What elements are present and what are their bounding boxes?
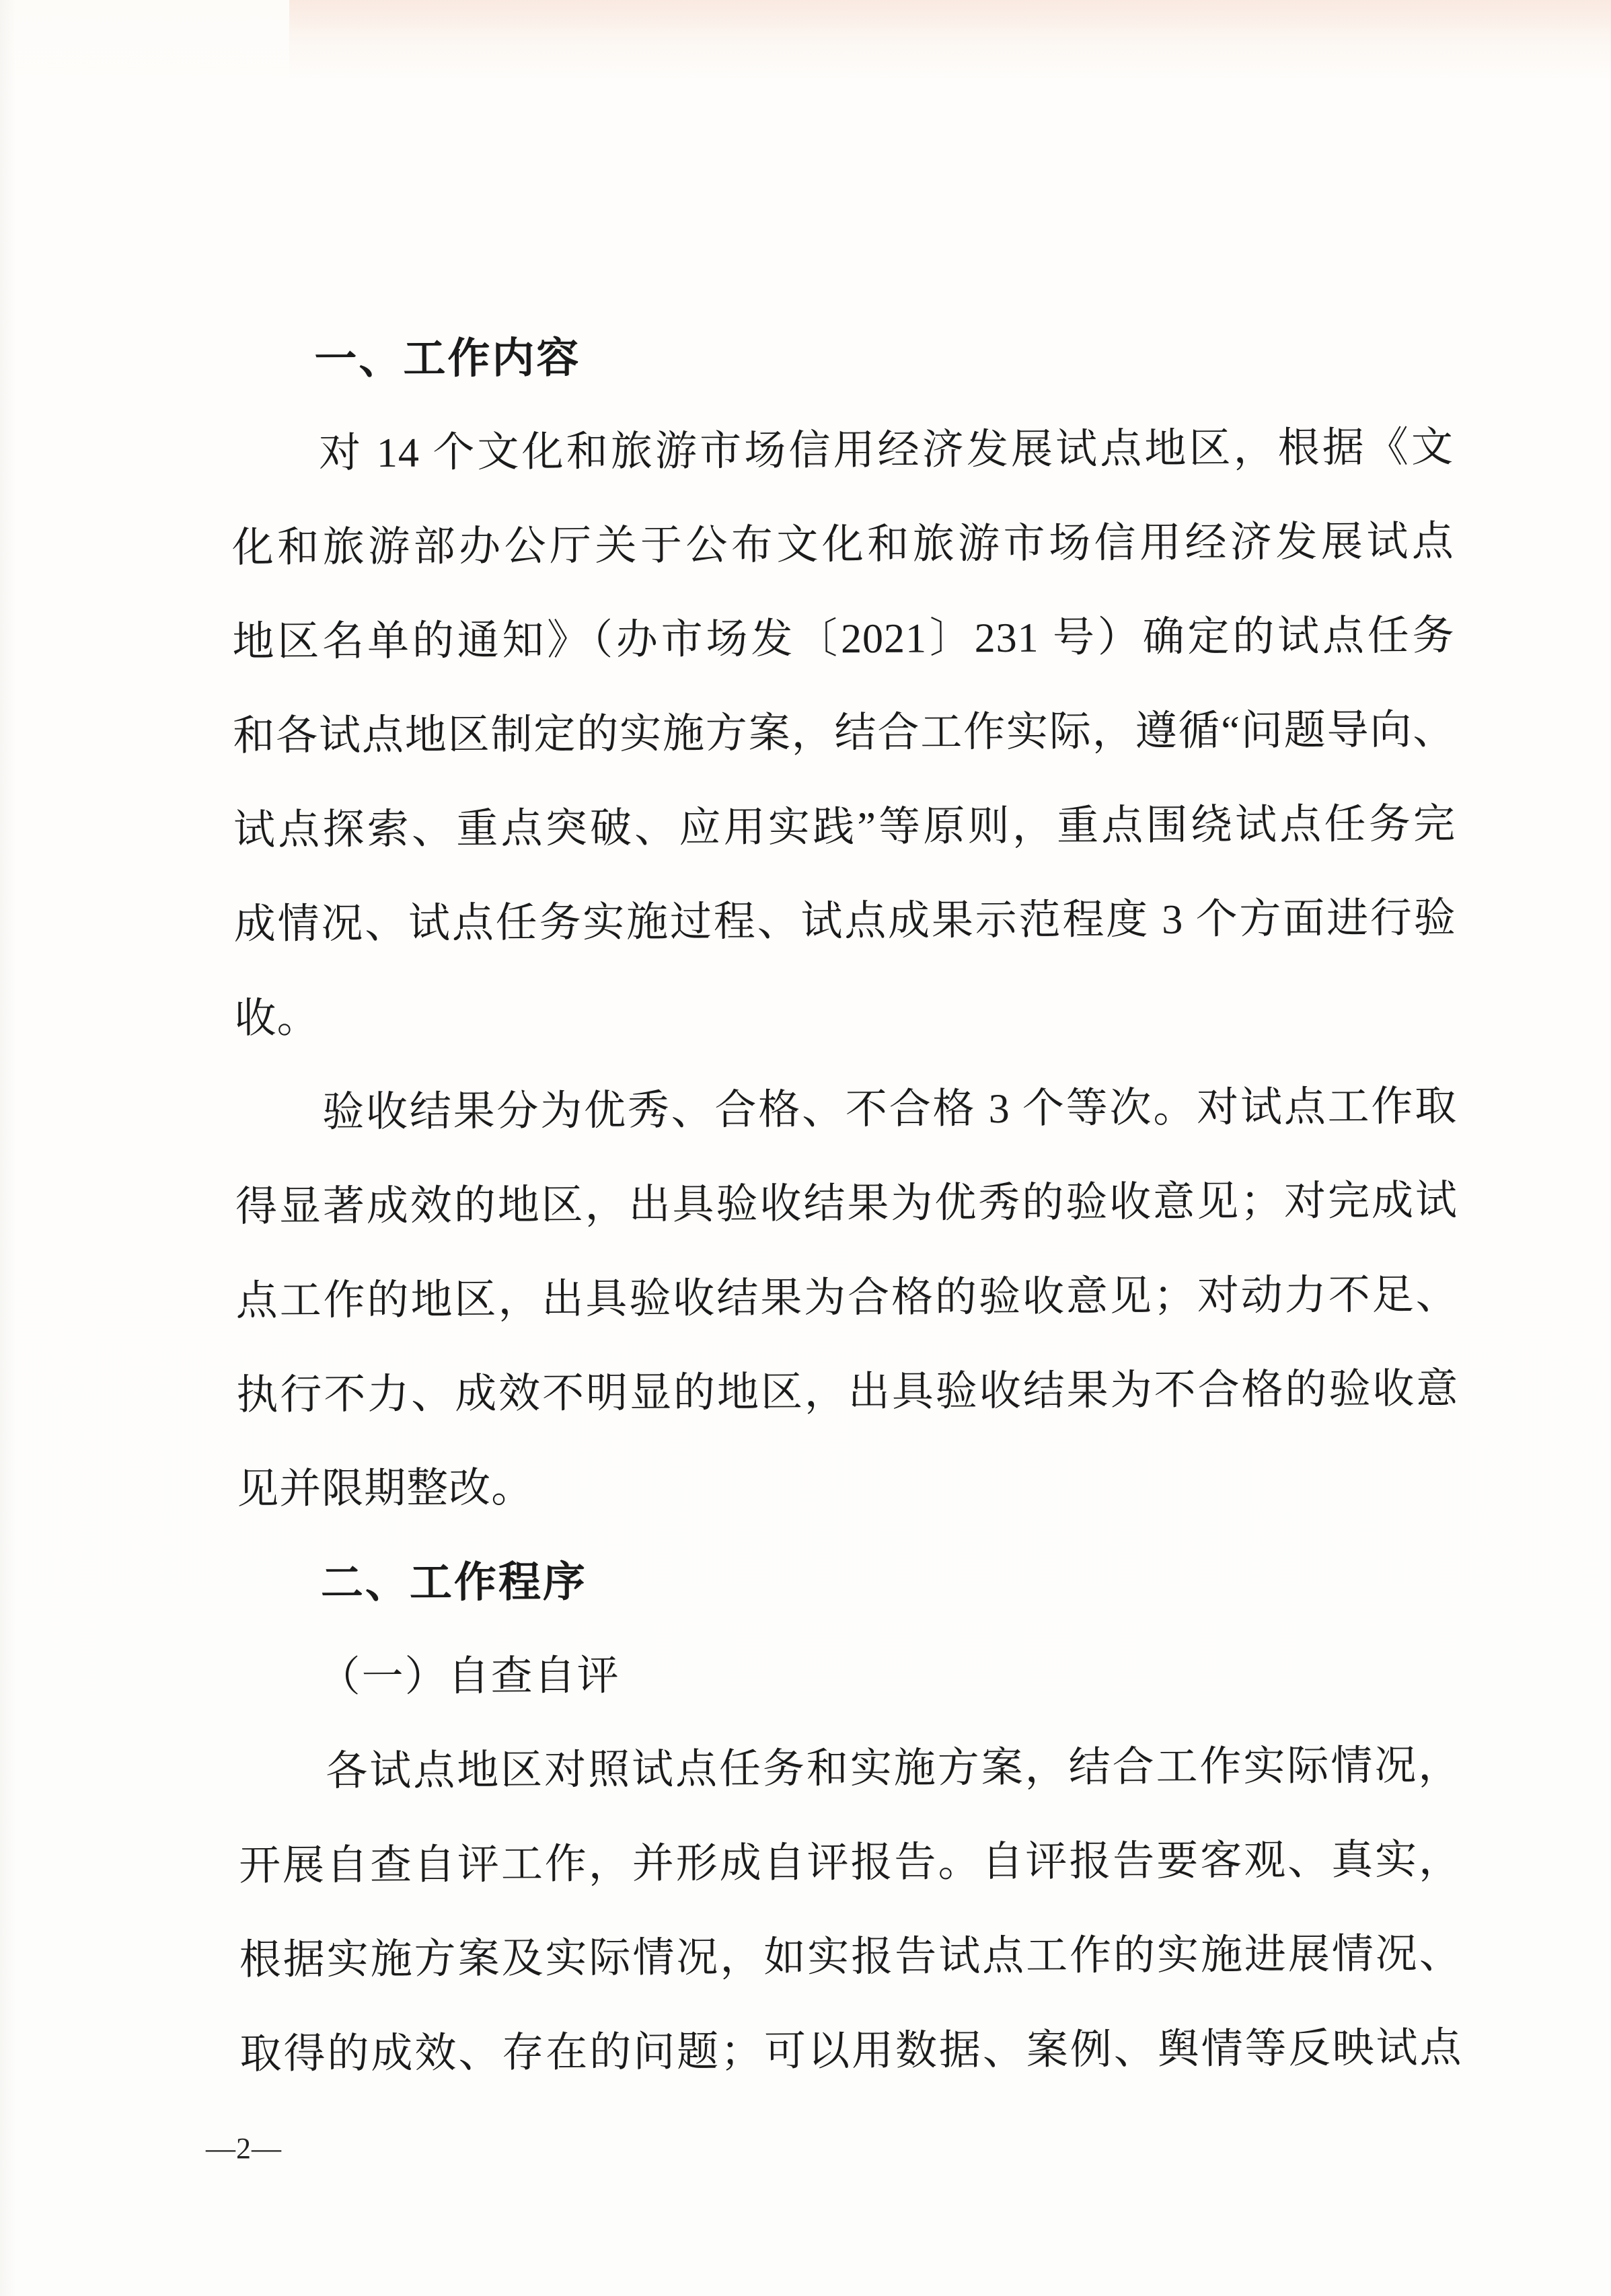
para1-line7: 收。 [234,995,320,1042]
para2-line4: 执行不力、成效不明显的地区，出具验收结果为不合格的验收意 [236,1366,1459,1418]
scan-artifact-left-shadow [0,0,16,2296]
page-number: —2— [206,2132,282,2165]
para2-line3: 点工作的地区，出具验收结果为合格的验收意见；对动力不足、 [235,1272,1458,1324]
para3-line3: 根据实施方案及实际情况，如实报告试点工作的实施进展情况、 [239,1931,1462,1983]
document-body [231,306,1462,2101]
para2-line2: 得显著成效的地区，出具验收结果为优秀的验收意见；对完成试 [235,1178,1458,1230]
para1-line2: 化和旅游部办公厅关于公布文化和旅游市场信用经济发展试点 [231,519,1454,571]
para1-line5: 试点探索、重点突破、应用实践”等原则，重点围绕试点任务完 [233,801,1456,853]
section-heading-work-procedure: 二、工作程序 [320,1558,588,1607]
para1-line3: 地区名单的通知》（办市场发〔2021〕231 号）确定的试点任务 [232,613,1455,665]
subheading-self-assessment: （一）自查自评 [318,1652,620,1701]
para3-line2: 开展自查自评工作，并形成自评报告。自评报告要客观、真实， [238,1837,1462,1889]
para3-line1: 各试点地区对照试点任务和实施方案，结合工作实际情况， [326,1743,1461,1795]
para3-line4: 取得的成效、存在的问题；可以用数据、案例、舆情等反映试点 [239,2025,1462,2077]
para1-line1: 对 14 个文化和旅游市场信用经济发展试点地区，根据《文 [318,424,1454,477]
scan-artifact-top-streak [289,0,1611,87]
para2-line1: 验收结果分为优秀、合格、不合格 3 个等次。对试点工作取 [322,1083,1458,1136]
para1-line6: 成情况、试点任务实施过程、试点成果示范程度 3 个方面进行验 [233,895,1456,948]
para1-line4: 和各试点地区制定的实施方案，结合工作实际，遵循“问题导向、 [233,707,1456,759]
section-heading-work-content: 一、工作内容 [314,334,581,383]
para2-line5: 见并限期整改。 [236,1465,534,1513]
